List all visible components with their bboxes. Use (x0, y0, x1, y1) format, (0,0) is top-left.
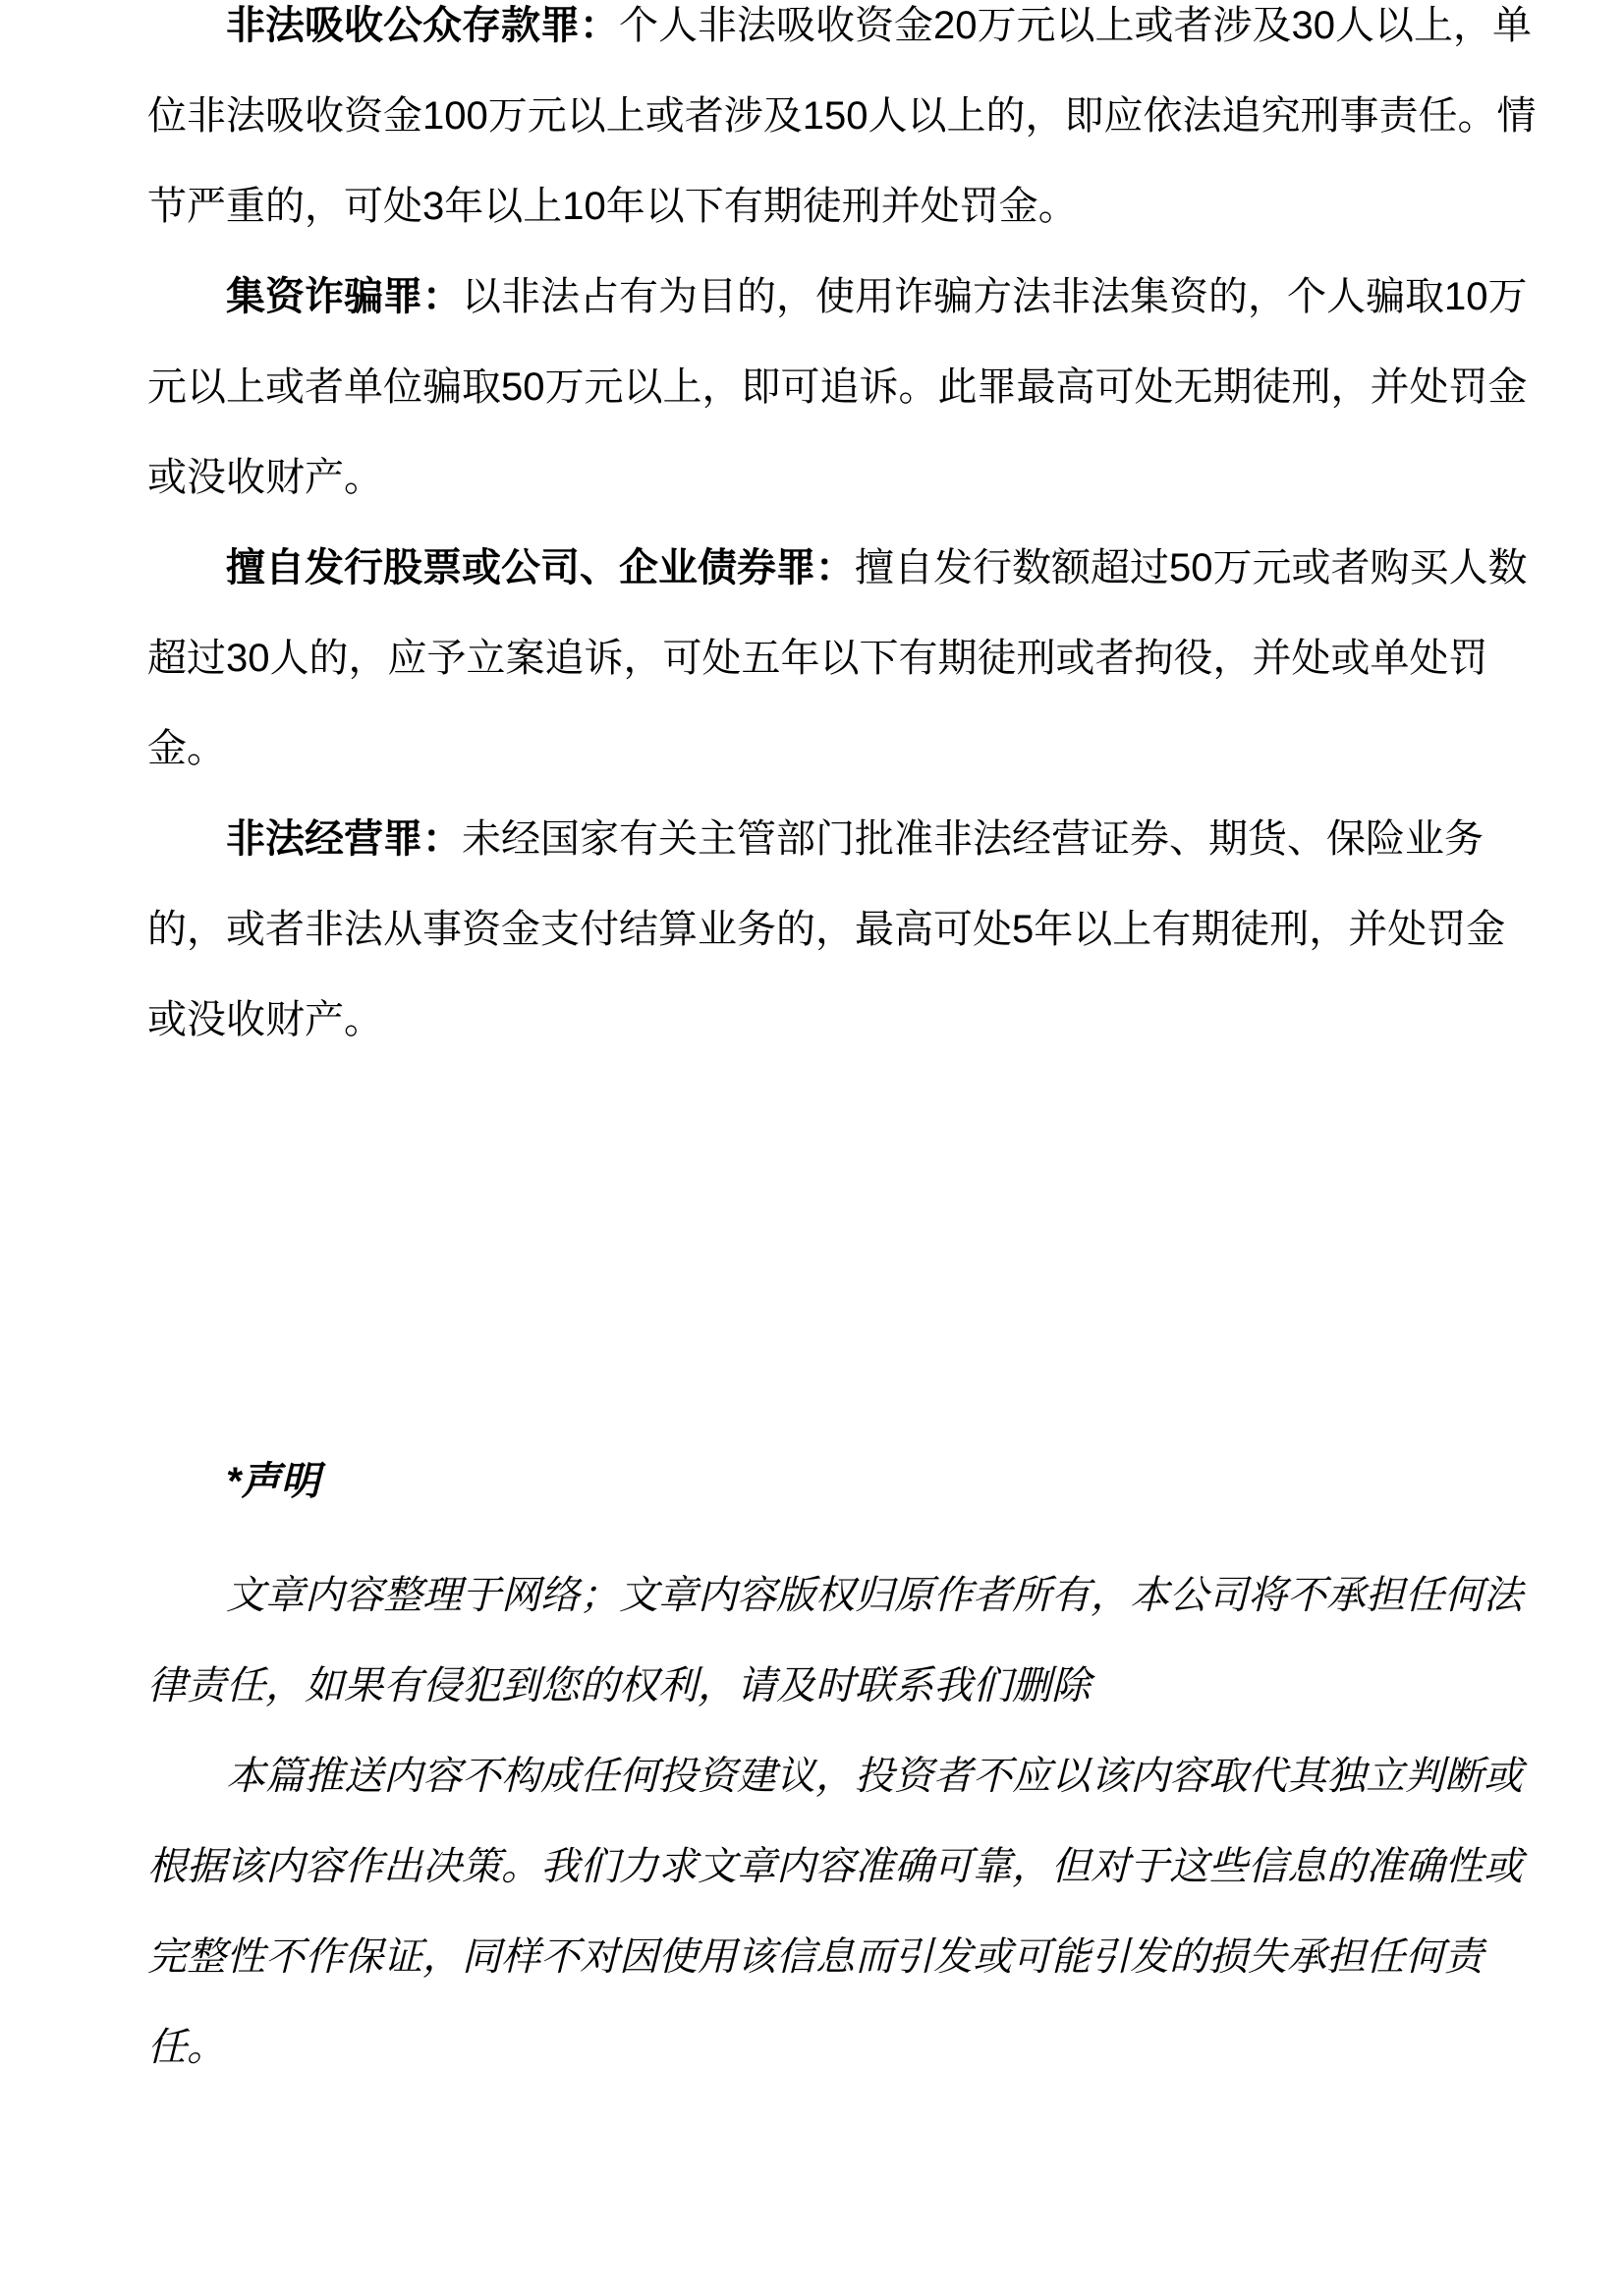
paragraph-crime-unauthorized-issuance (147, 523, 1540, 794)
crime-term-illegal-deposit: 非法吸收公众存款罪： (226, 4, 619, 47)
article-body (147, 0, 1540, 2093)
crime-text-illegal-deposit: 个人非法吸收资金20万元以上或者涉及30人以上，单位非法吸收资金100万元以上或者涉及150人以上的，即应依法追究刑事责任。情节严重的，可处3年以上10年以下有期徒刑并处罚金。 (147, 4, 1537, 228)
paragraph-crime-illegal-business (147, 794, 1540, 1065)
disclaimer-paragraph-no-advice: 本篇推送内容不构成任何投资建议，投资者不应以该内容取代其独立判断或根据该内容作出决策。我们力求文章内容准确可靠，但对于这些信息的准确性或完整性不作保证，同样不对因使用该信息而引发或可能引发的损失承担任何责任。 (147, 1755, 1523, 2069)
disclaimer-paragraph-copyright: 文章内容整理于网络；文章内容版权归原作者所有，本公司将不承担任何法律责任，如果有侵犯到您的权利，请及时联系我们删除 (147, 1574, 1523, 1708)
disclaimer-heading: *声明 (226, 1460, 320, 1503)
crime-text-illegal-business: 未经国家有关主管部门批准非法经营证券、期货、保险业务的，或者非法从事资金支付结算业务的，最高可处5年以上有期徒刑，并处罚金或没收财产。 (147, 817, 1506, 1041)
crime-text-fundraising-fraud: 以非法占有为目的，使用诈骗方法非法集资的，个人骗取10万元以上或者单位骗取50万元以上，即可追诉。此罪最高可处无期徒刑，并处罚金或没收财产。 (147, 275, 1528, 499)
paragraph-crime-illegal-deposit (147, 0, 1540, 252)
crime-term-illegal-business: 非法经营罪： (226, 817, 462, 861)
crime-term-fundraising-fraud: 集资诈骗罪： (226, 275, 462, 318)
crime-term-unauthorized-issuance: 擅自发行股票或公司、企业债券罪： (226, 546, 855, 589)
crime-text-unauthorized-issuance: 擅自发行数额超过50万元或者购买人数超过30人的，应予立案追诉，可处五年以下有期徒刑或者拘役，并处或单处罚金。 (147, 546, 1528, 770)
paragraph-crime-fundraising-fraud (147, 252, 1540, 523)
